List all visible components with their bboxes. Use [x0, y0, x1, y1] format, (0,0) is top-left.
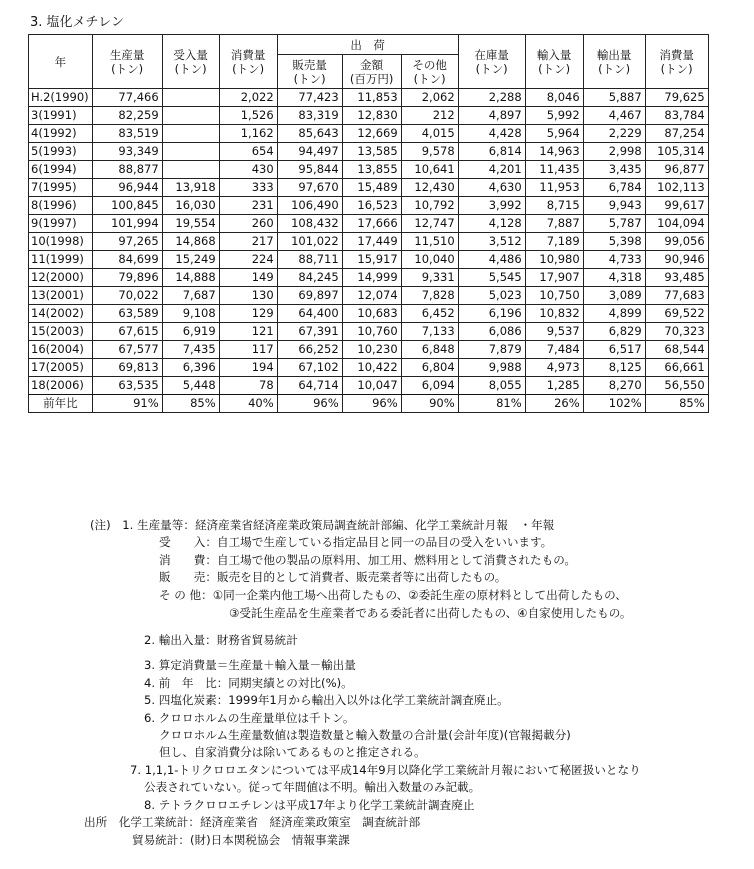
value-cell: 69,813 — [92, 359, 162, 377]
value-cell: 70,323 — [645, 323, 708, 341]
value-cell: 67,615 — [92, 323, 162, 341]
value-cell: 85,643 — [277, 125, 342, 143]
value-cell: 97,265 — [92, 233, 162, 251]
value-cell: 6,848 — [401, 341, 458, 359]
value-cell: 2,998 — [583, 143, 645, 161]
value-cell: 104,094 — [645, 215, 708, 233]
value-cell: 2,062 — [401, 89, 458, 107]
value-cell: 9,108 — [162, 305, 219, 323]
value-cell: 3,089 — [583, 287, 645, 305]
value-cell: 7,879 — [458, 341, 525, 359]
value-cell: 5,545 — [458, 269, 525, 287]
value-cell: 13,918 — [162, 179, 219, 197]
year-cell: 6(1994) — [29, 161, 93, 179]
value-cell: 90% — [401, 395, 458, 413]
value-cell: 10,980 — [525, 251, 583, 269]
column-header: その他 (トン) — [401, 55, 458, 89]
value-cell: 13,585 — [342, 143, 401, 161]
value-cell: 212 — [401, 107, 458, 125]
value-cell: 85% — [162, 395, 219, 413]
value-cell: 11,435 — [525, 161, 583, 179]
value-cell: 6,784 — [583, 179, 645, 197]
value-cell: 16,523 — [342, 197, 401, 215]
year-cell: 前年比 — [29, 395, 93, 413]
value-cell: 17,907 — [525, 269, 583, 287]
value-cell: 10,230 — [342, 341, 401, 359]
value-cell: 97,670 — [277, 179, 342, 197]
value-cell: 9,537 — [525, 323, 583, 341]
value-cell: 10,047 — [342, 377, 401, 395]
year-cell: 13(2001) — [29, 287, 93, 305]
year-header: 年 — [29, 35, 93, 89]
value-cell: 26% — [525, 395, 583, 413]
table-row — [29, 197, 709, 215]
value-cell: 68,544 — [645, 341, 708, 359]
column-header: 販売量 (トン) — [277, 55, 342, 89]
year-cell: 14(2002) — [29, 305, 93, 323]
value-cell: 4,428 — [458, 125, 525, 143]
value-cell: 64,714 — [277, 377, 342, 395]
value-cell: 77,683 — [645, 287, 708, 305]
year-cell: 8(1996) — [29, 197, 93, 215]
value-cell: 96% — [342, 395, 401, 413]
value-cell: 11,510 — [401, 233, 458, 251]
value-cell: 12,074 — [342, 287, 401, 305]
value-cell: 2,229 — [583, 125, 645, 143]
column-header: 生産量 (トン) — [92, 35, 162, 89]
value-cell: 101,022 — [277, 233, 342, 251]
table-row — [29, 287, 709, 305]
value-cell: 333 — [219, 179, 277, 197]
value-cell: 10,792 — [401, 197, 458, 215]
source-line: 貿易統計：(財)日本関税協会 情報事業課 — [132, 833, 350, 847]
note-line: (注) 1. 生産量等：経済産業省経済産業政策局調査統計部編、化学工業統計月報 ・年報 — [90, 518, 555, 532]
value-cell: 4,128 — [458, 215, 525, 233]
value-cell: 6,919 — [162, 323, 219, 341]
value-cell: 12,669 — [342, 125, 401, 143]
value-cell: 88,877 — [92, 161, 162, 179]
value-cell: 77,423 — [277, 89, 342, 107]
note-line: 4. 前 年 比：同期実績との対比(%)。 — [144, 676, 353, 690]
note-line: 公表されていない。従って年間値は不明。輸出入数量のみ記載。 — [144, 780, 481, 794]
source-line: 出所 化学工業統計：経済産業省 経済産業政策室 調査統計部 — [84, 815, 421, 829]
value-cell: 117 — [219, 341, 277, 359]
note-line: 5. 四塩化炭素：1999年1月から輸出入以外は化学工業統計調査廃止。 — [144, 693, 509, 707]
value-cell: 77,466 — [92, 89, 162, 107]
value-cell: 15,249 — [162, 251, 219, 269]
value-cell: 12,747 — [401, 215, 458, 233]
value-cell: 4,467 — [583, 107, 645, 125]
value-cell: 99,056 — [645, 233, 708, 251]
value-cell: 96,877 — [645, 161, 708, 179]
value-cell: 6,452 — [401, 305, 458, 323]
value-cell: 7,687 — [162, 287, 219, 305]
value-cell: 4,201 — [458, 161, 525, 179]
value-cell: 78 — [219, 377, 277, 395]
table-row — [29, 323, 709, 341]
document-title: 3. 塩化メチレン — [30, 15, 124, 30]
value-cell: 91% — [92, 395, 162, 413]
value-cell: 6,517 — [583, 341, 645, 359]
value-cell: 10,683 — [342, 305, 401, 323]
value-cell: 1,285 — [525, 377, 583, 395]
value-cell: 4,973 — [525, 359, 583, 377]
value-cell: 14,999 — [342, 269, 401, 287]
year-cell: 18(2006) — [29, 377, 93, 395]
value-cell: 1,526 — [219, 107, 277, 125]
column-header: 金額 (百万円) — [342, 55, 401, 89]
value-cell: 85% — [645, 395, 708, 413]
table-row — [29, 269, 709, 287]
value-cell: 10,832 — [525, 305, 583, 323]
value-cell: 2,288 — [458, 89, 525, 107]
column-header: 在庫量 (トン) — [458, 35, 525, 89]
note-line: 3. 算定消費量＝生産量＋輸入量－輸出量 — [144, 658, 356, 672]
value-cell: 11,953 — [525, 179, 583, 197]
table-row — [29, 359, 709, 377]
note-line: 2. 輸出入量：財務省貿易統計 — [144, 633, 298, 647]
column-header: 受入量 (トン) — [162, 35, 219, 89]
value-cell: 654 — [219, 143, 277, 161]
value-cell: 4,630 — [458, 179, 525, 197]
value-cell: 149 — [219, 269, 277, 287]
value-cell: 5,448 — [162, 377, 219, 395]
value-cell: 56,550 — [645, 377, 708, 395]
value-cell: 4,899 — [583, 305, 645, 323]
table-row — [29, 215, 709, 233]
value-cell: 100,845 — [92, 197, 162, 215]
value-cell: 6,196 — [458, 305, 525, 323]
value-cell: 2,022 — [219, 89, 277, 107]
value-cell — [162, 161, 219, 179]
value-cell: 260 — [219, 215, 277, 233]
value-cell: 9,988 — [458, 359, 525, 377]
value-cell: 6,094 — [401, 377, 458, 395]
value-cell: 217 — [219, 233, 277, 251]
note-line: 6. クロロホルムの生産量単位は千トン。 — [144, 711, 355, 725]
value-cell: 67,391 — [277, 323, 342, 341]
value-cell: 17,666 — [342, 215, 401, 233]
value-cell: 90,946 — [645, 251, 708, 269]
year-cell: 16(2004) — [29, 341, 93, 359]
value-cell: 105,314 — [645, 143, 708, 161]
value-cell: 6,086 — [458, 323, 525, 341]
value-cell: 96% — [277, 395, 342, 413]
value-cell: 69,522 — [645, 305, 708, 323]
value-cell: 106,490 — [277, 197, 342, 215]
value-cell — [162, 107, 219, 125]
value-cell: 15,489 — [342, 179, 401, 197]
value-cell: 6,396 — [162, 359, 219, 377]
value-cell: 99,617 — [645, 197, 708, 215]
shipment-group-header: 出 荷 — [277, 35, 458, 55]
value-cell: 5,023 — [458, 287, 525, 305]
value-cell: 63,535 — [92, 377, 162, 395]
value-cell: 4,318 — [583, 269, 645, 287]
value-cell: 6,804 — [401, 359, 458, 377]
table-row — [29, 233, 709, 251]
value-cell: 84,245 — [277, 269, 342, 287]
table-row — [29, 143, 709, 161]
year-cell: 11(1999) — [29, 251, 93, 269]
value-cell: 10,641 — [401, 161, 458, 179]
value-cell: 10,040 — [401, 251, 458, 269]
value-cell: 14,963 — [525, 143, 583, 161]
value-cell: 81% — [458, 395, 525, 413]
value-cell: 7,189 — [525, 233, 583, 251]
value-cell: 121 — [219, 323, 277, 341]
value-cell: 84,699 — [92, 251, 162, 269]
year-cell: 5(1993) — [29, 143, 93, 161]
value-cell: 82,259 — [92, 107, 162, 125]
year-cell: 12(2000) — [29, 269, 93, 287]
value-cell: 430 — [219, 161, 277, 179]
table-row — [29, 89, 709, 107]
value-cell: 5,992 — [525, 107, 583, 125]
value-cell: 9,578 — [401, 143, 458, 161]
table-row — [29, 161, 709, 179]
value-cell: 7,828 — [401, 287, 458, 305]
value-cell: 79,625 — [645, 89, 708, 107]
value-cell: 3,435 — [583, 161, 645, 179]
value-cell — [162, 125, 219, 143]
value-cell: 14,868 — [162, 233, 219, 251]
year-cell: 9(1997) — [29, 215, 93, 233]
value-cell: 15,917 — [342, 251, 401, 269]
value-cell: 9,331 — [401, 269, 458, 287]
value-cell: 12,830 — [342, 107, 401, 125]
table-row — [29, 179, 709, 197]
value-cell: 7,133 — [401, 323, 458, 341]
value-cell: 14,888 — [162, 269, 219, 287]
value-cell: 12,430 — [401, 179, 458, 197]
table-row — [29, 125, 709, 143]
year-cell: 7(1995) — [29, 179, 93, 197]
note-line: クロロホルム生産量数値は製造数量と輸入数量の合計量(会計年度)(官報掲載分) — [159, 728, 571, 742]
year-cell: 4(1992) — [29, 125, 93, 143]
value-cell: 19,554 — [162, 215, 219, 233]
value-cell: 87,254 — [645, 125, 708, 143]
value-cell: 7,484 — [525, 341, 583, 359]
note-line: 受 入：自工場で生産している指定品目と同一の品目の受入をいいます。 — [159, 535, 553, 549]
value-cell: 8,055 — [458, 377, 525, 395]
value-cell: 5,964 — [525, 125, 583, 143]
value-cell: 6,814 — [458, 143, 525, 161]
note-line: ③受託生産品を生産業者である委託者に出荷したもの、④自家使用したもの。 — [229, 606, 632, 620]
value-cell: 66,661 — [645, 359, 708, 377]
value-cell: 16,030 — [162, 197, 219, 215]
value-cell: 108,432 — [277, 215, 342, 233]
value-cell: 9,943 — [583, 197, 645, 215]
value-cell: 224 — [219, 251, 277, 269]
value-cell — [162, 143, 219, 161]
value-cell: 63,589 — [92, 305, 162, 323]
value-cell — [162, 89, 219, 107]
value-cell: 102% — [583, 395, 645, 413]
value-cell: 3,512 — [458, 233, 525, 251]
value-cell: 101,994 — [92, 215, 162, 233]
note-line: 消 費：自工場で他の製品の原料用、加工用、燃料用として消費されたもの。 — [159, 553, 576, 567]
value-cell: 4,897 — [458, 107, 525, 125]
value-cell: 13,855 — [342, 161, 401, 179]
value-cell: 40% — [219, 395, 277, 413]
ratio-row — [29, 395, 709, 413]
value-cell: 11,853 — [342, 89, 401, 107]
column-header: 消費量 (トン) — [645, 35, 708, 89]
value-cell: 130 — [219, 287, 277, 305]
value-cell: 64,400 — [277, 305, 342, 323]
value-cell: 129 — [219, 305, 277, 323]
value-cell: 93,349 — [92, 143, 162, 161]
value-cell: 83,519 — [92, 125, 162, 143]
table-row — [29, 107, 709, 125]
value-cell: 102,113 — [645, 179, 708, 197]
table-row — [29, 341, 709, 359]
value-cell: 95,844 — [277, 161, 342, 179]
statistics-table — [28, 34, 709, 413]
value-cell: 88,711 — [277, 251, 342, 269]
note-line: そ の 他：①同一企業内他工場へ出荷したもの、②委託生産の原材料として出荷したもの、 — [159, 588, 627, 602]
value-cell: 79,896 — [92, 269, 162, 287]
value-cell: 8,046 — [525, 89, 583, 107]
note-line: 7. 1,1,1-トリクロロエタンについては平成14年9月以降化学工業統計月報において秘匿扱いとなり — [130, 763, 641, 777]
value-cell: 67,102 — [277, 359, 342, 377]
value-cell: 7,887 — [525, 215, 583, 233]
value-cell: 66,252 — [277, 341, 342, 359]
note-line: 販 売：販売を目的として消費者、販売業者等に出荷したもの。 — [159, 570, 507, 584]
year-cell: 3(1991) — [29, 107, 93, 125]
value-cell: 17,449 — [342, 233, 401, 251]
value-cell: 70,022 — [92, 287, 162, 305]
value-cell: 10,422 — [342, 359, 401, 377]
year-cell: 17(2005) — [29, 359, 93, 377]
year-cell: H.2(1990) — [29, 89, 93, 107]
column-header: 消費量 (トン) — [219, 35, 277, 89]
note-line: 8. テトラクロロエチレンは平成17年より化学工業統計調査廃止 — [144, 798, 475, 812]
value-cell: 93,485 — [645, 269, 708, 287]
value-cell: 8,715 — [525, 197, 583, 215]
table-row — [29, 305, 709, 323]
value-cell: 5,887 — [583, 89, 645, 107]
value-cell: 4,015 — [401, 125, 458, 143]
column-header: 輸入量 (トン) — [525, 35, 583, 89]
value-cell: 4,486 — [458, 251, 525, 269]
value-cell: 8,270 — [583, 377, 645, 395]
value-cell: 67,577 — [92, 341, 162, 359]
value-cell: 83,319 — [277, 107, 342, 125]
value-cell: 231 — [219, 197, 277, 215]
value-cell: 10,750 — [525, 287, 583, 305]
value-cell: 7,435 — [162, 341, 219, 359]
value-cell: 5,398 — [583, 233, 645, 251]
value-cell: 83,784 — [645, 107, 708, 125]
value-cell: 10,760 — [342, 323, 401, 341]
column-header: 輸出量 (トン) — [583, 35, 645, 89]
value-cell: 5,787 — [583, 215, 645, 233]
note-line: 但し、自家消費分は除いてあるものと推定される。 — [159, 745, 426, 759]
value-cell: 6,829 — [583, 323, 645, 341]
value-cell: 69,897 — [277, 287, 342, 305]
value-cell: 96,944 — [92, 179, 162, 197]
value-cell: 1,162 — [219, 125, 277, 143]
table-row — [29, 377, 709, 395]
value-cell: 194 — [219, 359, 277, 377]
value-cell: 4,733 — [583, 251, 645, 269]
value-cell: 94,497 — [277, 143, 342, 161]
value-cell: 8,125 — [583, 359, 645, 377]
table-row — [29, 251, 709, 269]
value-cell: 3,992 — [458, 197, 525, 215]
year-cell: 15(2003) — [29, 323, 93, 341]
table-body — [29, 89, 709, 413]
year-cell: 10(1998) — [29, 233, 93, 251]
